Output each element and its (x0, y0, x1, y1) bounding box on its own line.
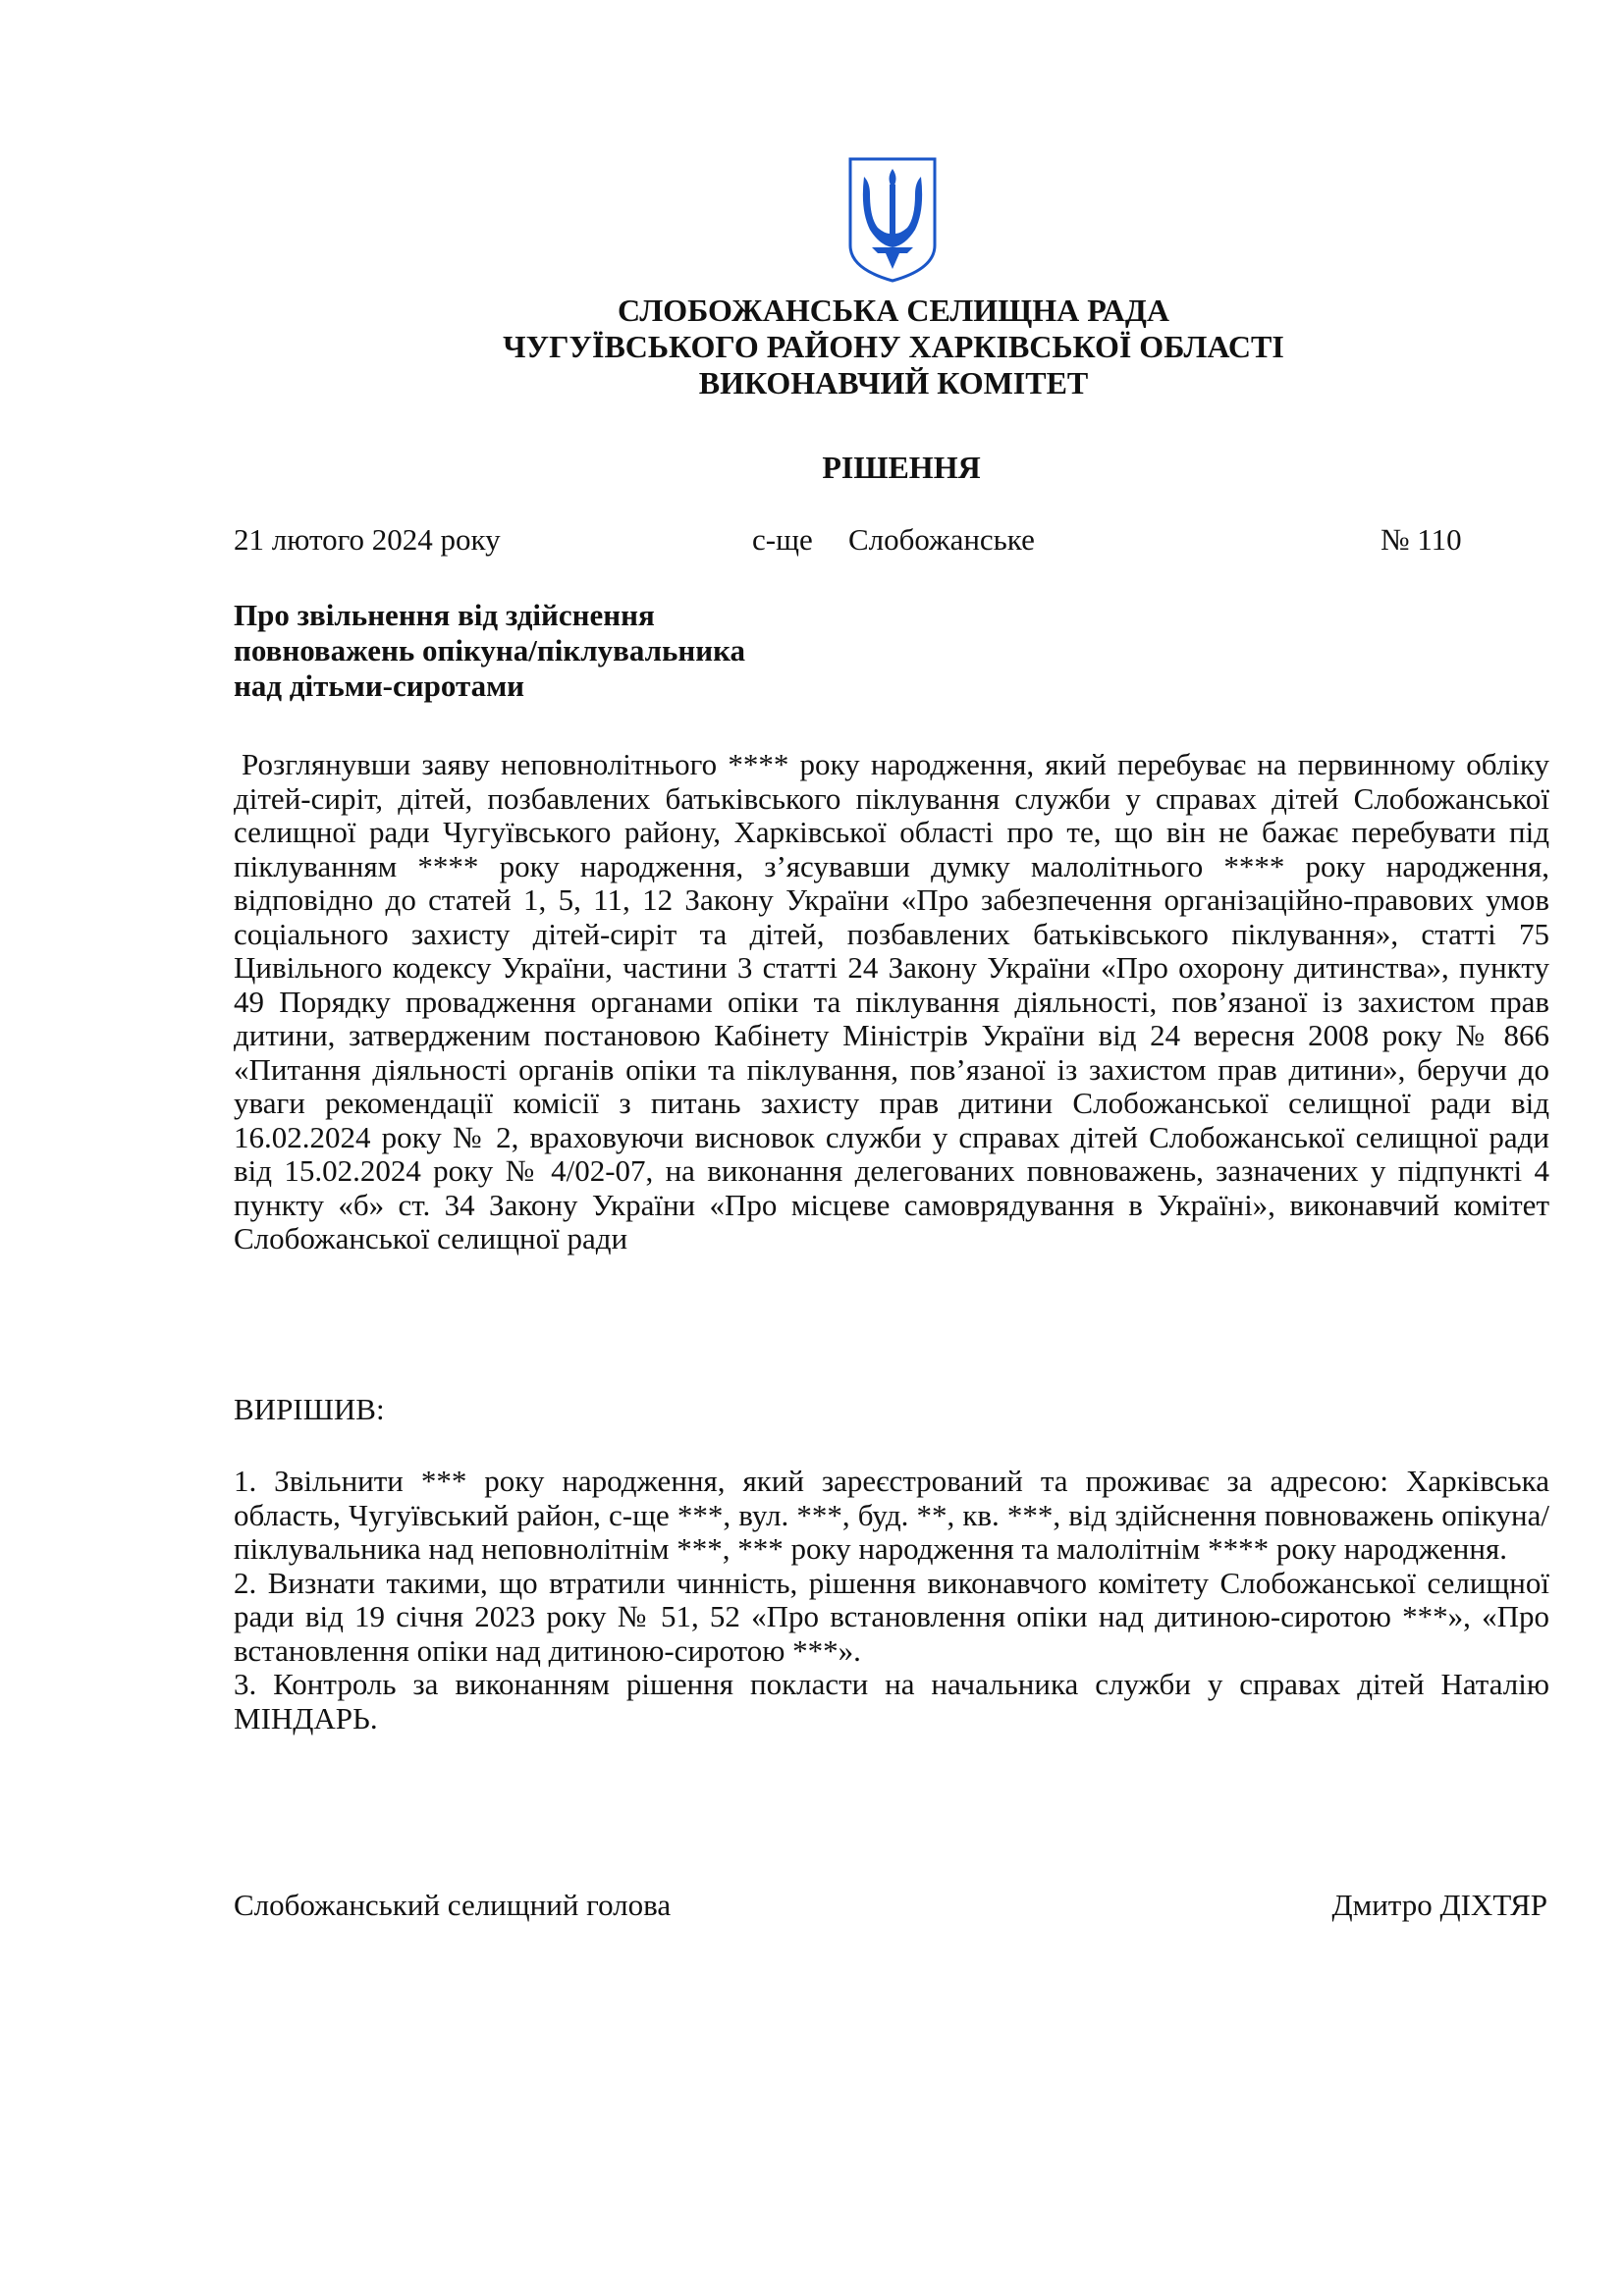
resolution-items (234, 1465, 1549, 1735)
document-date: 21 лютого 2024 року (234, 522, 501, 557)
subject-line: Про звільнення від здійснення (234, 598, 655, 632)
organization-header (0, 293, 1624, 401)
resolution-item: 3. Контроль за виконанням рішення покласти на начальника служби у справах дітей Наталію МІНДАРЬ. (234, 1667, 1549, 1735)
document-title: РІШЕННЯ (822, 450, 981, 485)
header-district-name: ЧУГУЇВСЬКОГО РАЙОНУ ХАРКІВСЬКОЇ ОБЛАСТІ (503, 329, 1284, 364)
header-council-name: СЛОБОЖАНСЬКА СЕЛИЩНА РАДА (618, 293, 1169, 328)
subject-line: над дітьми-сиротами (234, 668, 525, 703)
document-number: № 110 (1380, 522, 1462, 557)
preamble-paragraph: Розглянувши заяву неповнолітнього **** року народження, який перебуває на первинному обліку дітей-сиріт, дітей, позбавлених батьківського піклування служби у справах дітей Слобожанської селищної ради Чугуївського району, Харківської області про те, що він не бажає перебувати під піклуванням **** року народження, з’ясувавши думку малолітнього **** року народження, відповідно до статей 1, 5, 11, 12 Закону України «Про забезпечення організаційно-правових умов соціального захисту дітей-сиріт та дітей, позбавлених батьківського піклування», статті 75 Цивільного кодексу України, частини 3 статті 24 Закону України «Про охорону дитинства», пункту 49 Порядку провадження органами опіки та піклування діяльності, пов’язаної із захистом прав дитини, затвердженим постановою Кабінету Міністрів України від 24 вересня 2008 року № 866 «Питання діяльності органів опіки та піклування, пов’язаної із захистом прав дитини», беручи до уваги рекомендації комісії з питань захисту прав дитини Слобожанської селищної ради від 16.02.2024 року № 2, враховуючи висновок служби у справах дітей Слобожанської селищної ради від 15.02.2024 року № 4/02-07, на виконання делегованих повноважень, зазначених у підпункті 4 пункту «б» ст. 34 Закону України «Про місцеве самоврядування в Україні», виконавчий комітет Слобожанської селищної ради (234, 747, 1549, 1255)
subject-line: повноважень опікуна/піклувальника (234, 633, 746, 667)
resolution-item: 2. Визнати такими, що втратили чинність, рішення виконавчого комітету Слобожанської селищної ради від 19 січня 2023 року № 51, 52 «Про встановлення опіки над дитиною-сиротою ***», «Про встановлення опіки над дитиною-сиротою ***». (234, 1565, 1549, 1668)
resolved-label: ВИРІШИВ: (234, 1392, 385, 1426)
place-name: Слобожанське (848, 522, 1035, 557)
place-prefix: с-ще (752, 522, 813, 557)
signatory-position: Слобожанський селищний голова (234, 1888, 672, 1922)
signatory-name: Дмитро ДІХТЯР (1331, 1888, 1547, 1922)
header-committee-name: ВИКОНАВЧИЙ КОМІТЕТ (698, 365, 1089, 400)
resolution-item: 1. Звільнити *** року народження, який зареєстрований та проживає за адресою: Харківська область, Чугуївський район, с-ще ***, вул. ***, буд. **, кв. ***, від здійснення повноважень опікуна/ піклувальника над неповнолітнім ***, *** року народження та малолітнім **** року народження. (234, 1464, 1549, 1566)
trident-emblem-icon (846, 155, 939, 285)
document-subject (234, 598, 745, 704)
